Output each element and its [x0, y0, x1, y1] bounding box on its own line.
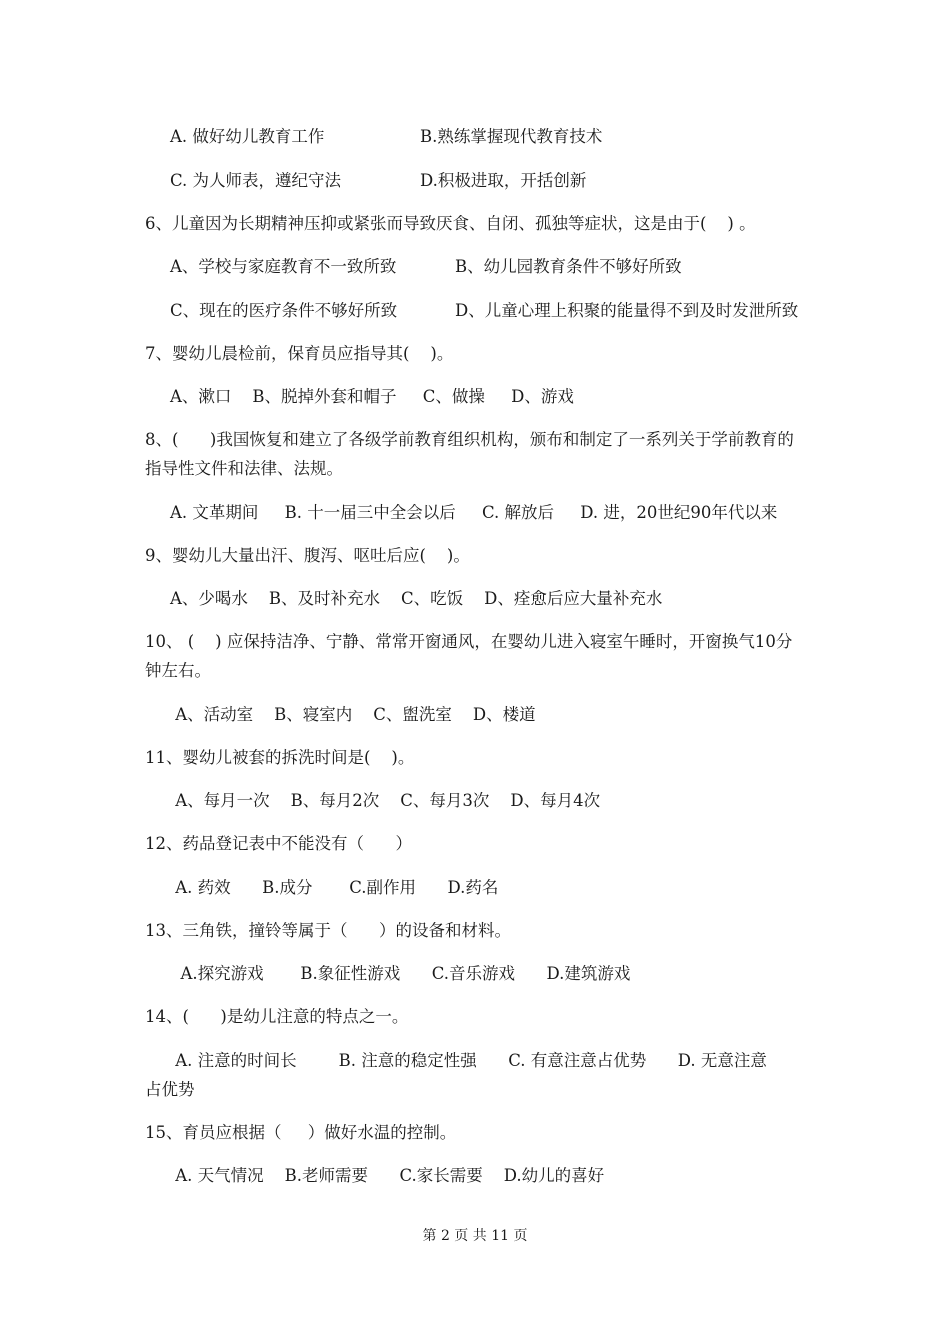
question-10-stem-line1: 10、 ( ) 应保持洁净、宁静、常常开窗通风，在婴幼儿进入寝室午睡时，开窗换气10分 [145, 632, 793, 651]
question-8-stem-line2: 指导性文件和法律、法规。 [145, 459, 343, 478]
q5-option-a: A. 做好幼儿教育工作 [170, 127, 325, 146]
question-14-stem: 14、( )是幼儿注意的特点之一。 [145, 1007, 409, 1026]
question-7-stem: 7、婴幼儿晨检前，保育员应指导其( )。 [145, 344, 454, 363]
q10-options: A、活动室 B、寝室内 C、盥洗室 D、楼道 [170, 705, 536, 724]
q13-options: A.探究游戏 B.象征性游戏 C.音乐游戏 D.建筑游戏 [170, 964, 631, 983]
q11-options: A、每月一次 B、每月2次 C、每月3次 D、每月4次 [170, 791, 601, 810]
q7-options: A、漱口 B、脱掉外套和帽子 C、做操 D、游戏 [170, 387, 574, 406]
q14-options-continued: 占优势 [145, 1080, 195, 1099]
q6-option-a: A、学校与家庭教育不一致所致 [170, 257, 397, 276]
question-13-stem: 13、三角铁，撞铃等属于（ ）的设备和材料。 [145, 921, 511, 940]
q9-options: A、少喝水 B、及时补充水 C、吃饭 D、痊愈后应大量补充水 [170, 589, 663, 608]
q5-option-d: D.积极进取，开括创新 [420, 171, 587, 190]
q14-options: A. 注意的时间长 B. 注意的稳定性强 C. 有意注意占优势 D. 无意注意 [170, 1051, 767, 1070]
question-6-stem: 6、儿童因为长期精神压抑或紧张而导致厌食、自闭、孤独等症状，这是由于( ) 。 [145, 214, 756, 233]
q5-option-c: C. 为人师表，遵纪守法 [170, 171, 342, 190]
q6-option-b: B、幼儿园教育条件不够好所致 [455, 257, 682, 276]
question-11-stem: 11、婴幼儿被套的拆洗时间是( )。 [145, 748, 415, 767]
q12-options: A. 药效 B.成分 C.副作用 D.药名 [170, 878, 499, 897]
q8-options: A. 文革期间 B. 十一届三中全会以后 C. 解放后 D. 进，20世纪90年代以来 [170, 503, 778, 522]
q6-option-c: C、现在的医疗条件不够好所致 [170, 301, 398, 320]
q15-options: A. 天气情况 B.老师需要 C.家长需要 D.幼儿的喜好 [170, 1166, 605, 1185]
question-12-stem: 12、药品登记表中不能没有（ ） [145, 834, 412, 853]
page-number-footer: 第 2 页 共 11 页 [422, 1228, 528, 1244]
q6-option-d: D、儿童心理上积聚的能量得不到及时发泄所致 [455, 301, 799, 320]
question-9-stem: 9、婴幼儿大量出汗、腹泻、呕吐后应( )。 [145, 546, 470, 565]
question-10-stem-line2: 钟左右。 [145, 661, 211, 680]
q5-option-b: B.熟练掌握现代教育技术 [420, 127, 603, 146]
question-8-stem-line1: 8、( )我国恢复和建立了各级学前教育组织机构，颁布和制定了一系列关于学前教育的 [145, 430, 794, 449]
question-15-stem: 15、育员应根据（ ）做好水温的控制。 [145, 1123, 457, 1142]
